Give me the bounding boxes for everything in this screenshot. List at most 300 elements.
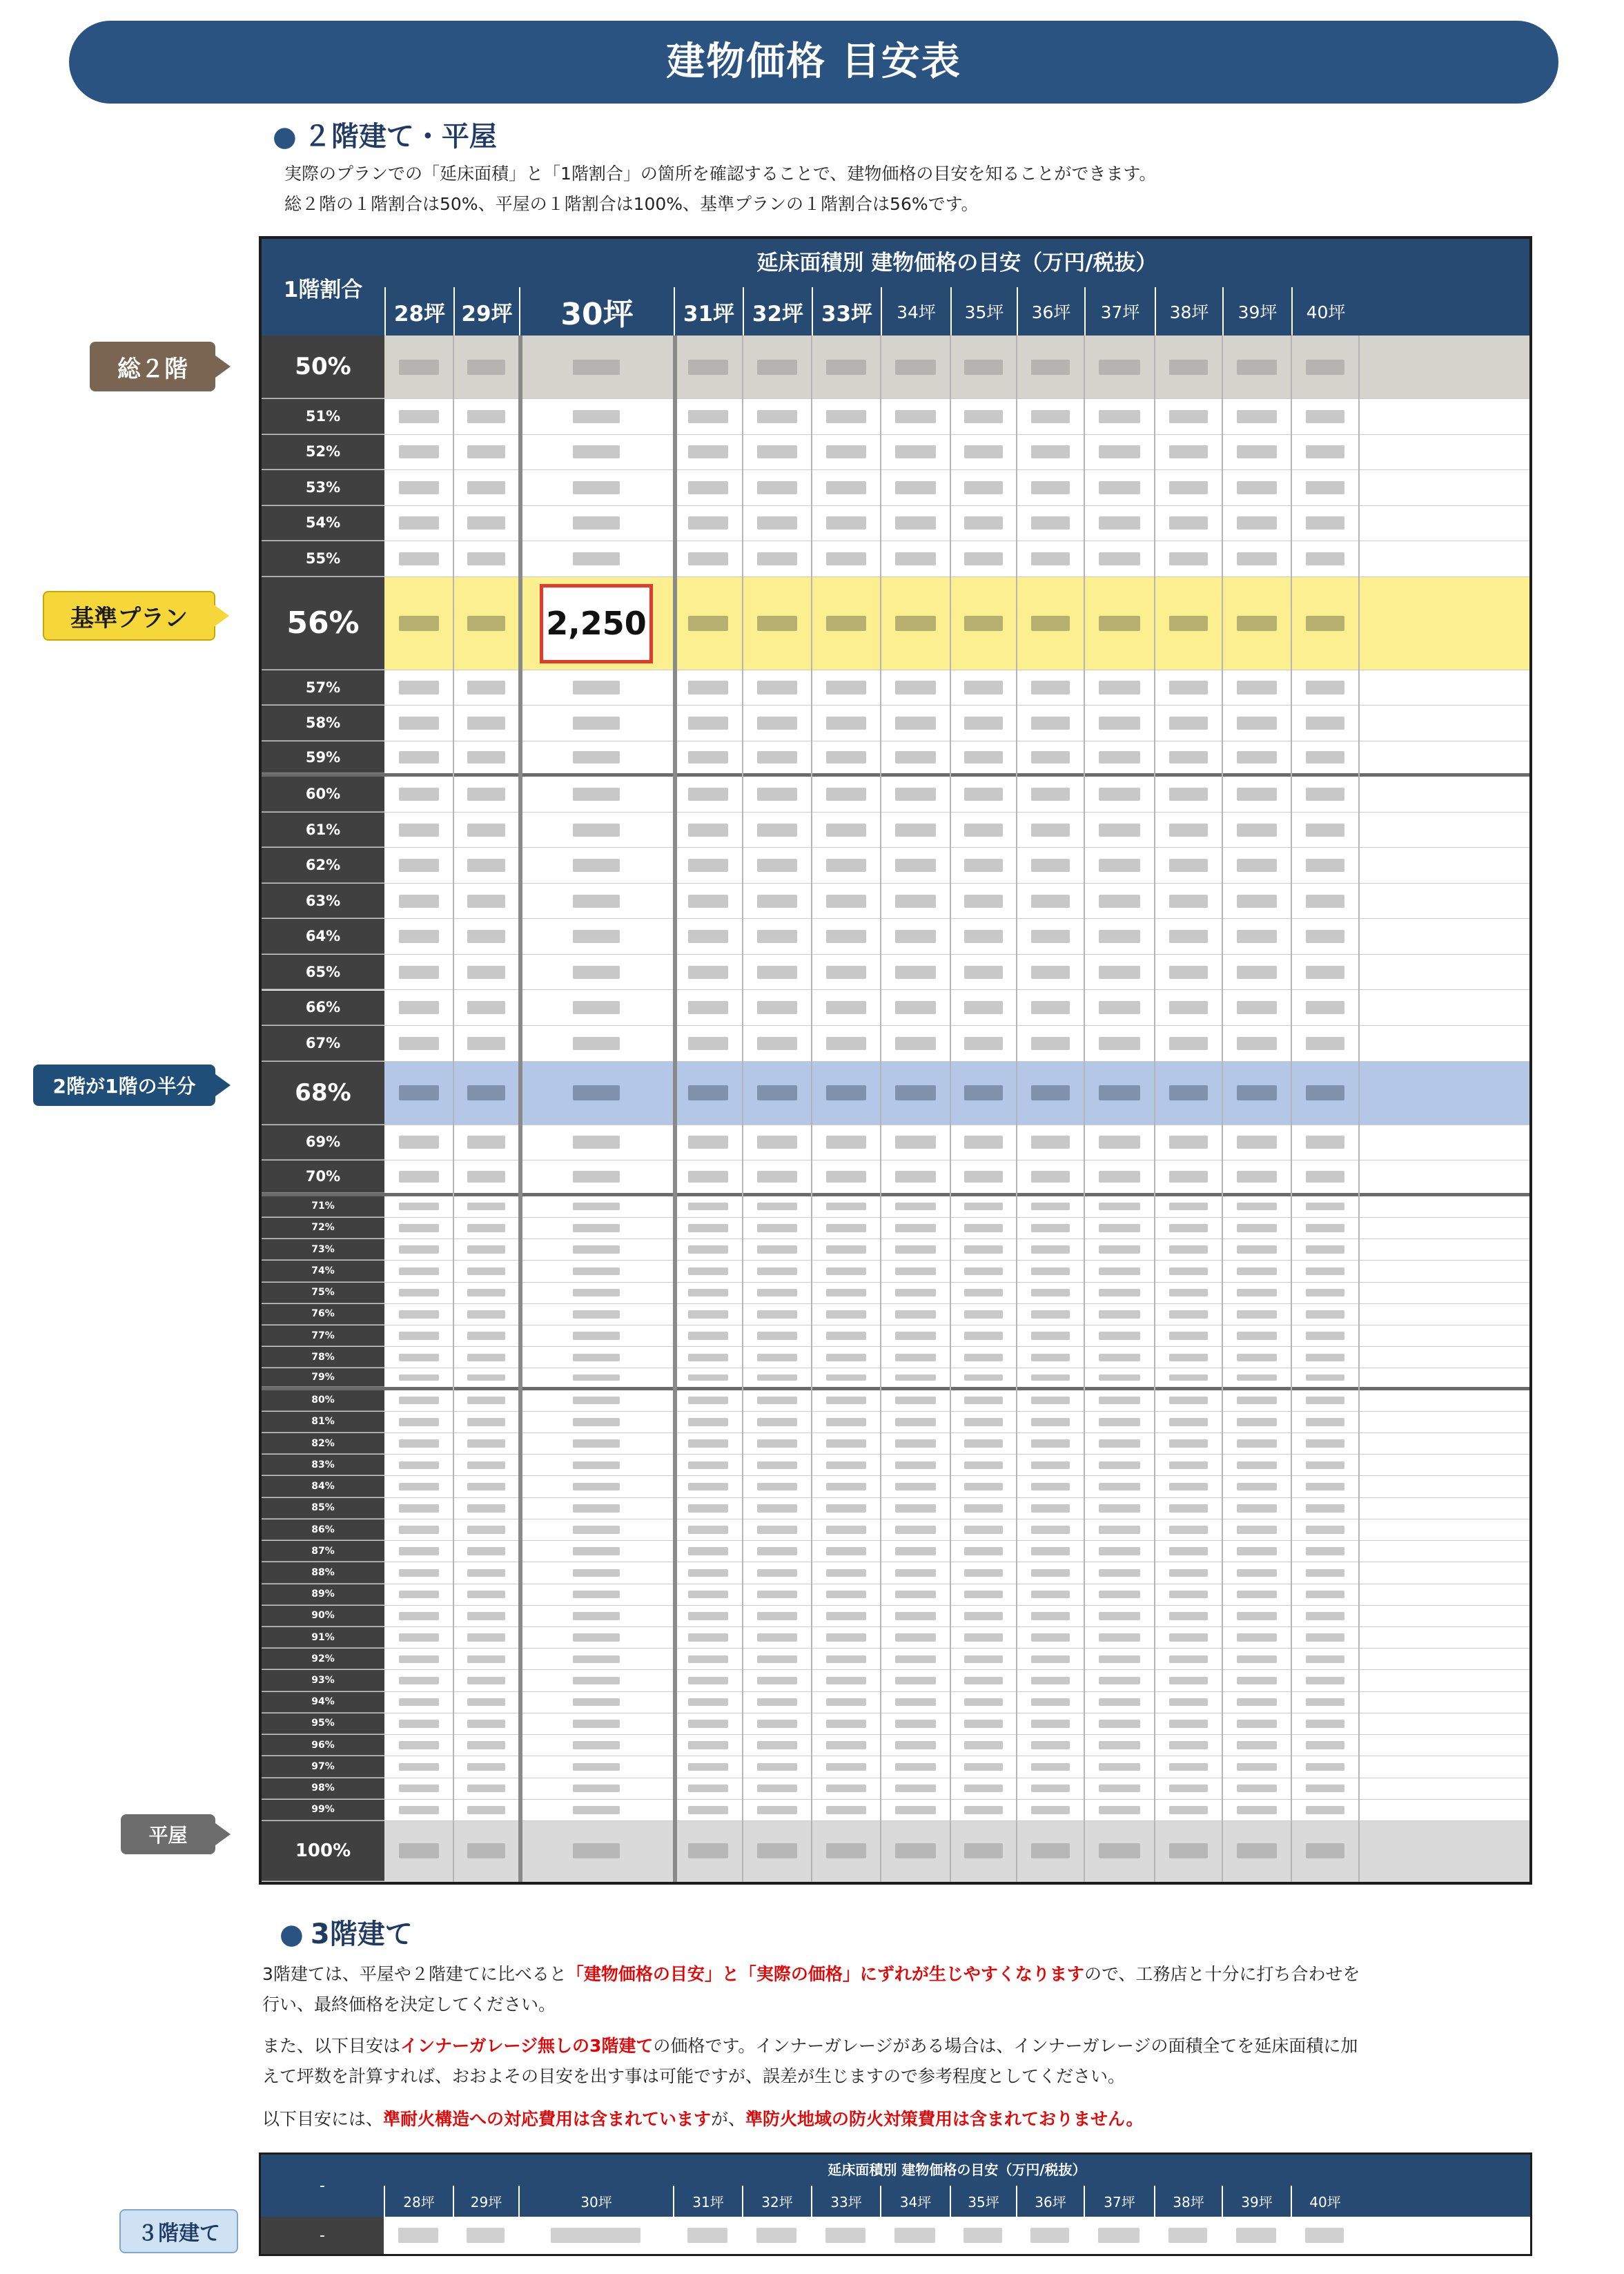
price-cell <box>674 848 743 883</box>
price-cell <box>453 1304 519 1325</box>
blurred-value <box>1099 1741 1139 1749</box>
price-cell <box>519 1821 674 1881</box>
price-cell <box>1291 955 1359 990</box>
price-cell <box>674 1713 743 1734</box>
blurred-value <box>399 1245 439 1253</box>
blurred-value <box>964 1439 1003 1447</box>
price-cell <box>1222 1433 1291 1454</box>
blurred-value <box>757 1289 797 1296</box>
price-cell <box>384 1821 453 1881</box>
price-cell <box>1291 1026 1359 1061</box>
price-cell <box>1017 1498 1084 1519</box>
price-cell <box>1291 1125 1359 1160</box>
blurred-value <box>688 859 728 872</box>
row-label: 56% <box>262 577 384 670</box>
blurred-value <box>467 1171 505 1183</box>
blurred-value <box>757 1418 797 1426</box>
price-cell <box>1291 1541 1359 1562</box>
price-cell <box>812 706 881 741</box>
blurred-value <box>399 895 439 908</box>
price-cell <box>1017 541 1084 576</box>
price-cell <box>950 1735 1017 1756</box>
blurred-value <box>1031 1633 1070 1641</box>
price-cell <box>519 813 674 848</box>
price-cell <box>881 1584 950 1605</box>
blurred-value <box>1031 1171 1070 1183</box>
blurred-value <box>1169 616 1209 631</box>
price-cell <box>743 955 812 990</box>
price-cell <box>743 336 812 398</box>
blurred-value <box>757 1354 797 1361</box>
price-cell <box>1155 1584 1222 1605</box>
blurred-value <box>688 1526 728 1533</box>
blurred-value <box>573 1655 619 1663</box>
blurred-value <box>1099 1136 1139 1149</box>
price-cell <box>1017 1735 1084 1756</box>
price-cell <box>812 670 881 706</box>
price-cell <box>519 1606 674 1626</box>
blurred-value <box>1169 1397 1209 1404</box>
table-row-80pct <box>262 1390 1529 1412</box>
table3-body <box>261 2217 1530 2254</box>
blurred-value <box>573 1612 619 1620</box>
blurred-value <box>399 1763 439 1771</box>
table-row-70pct <box>262 1160 1529 1196</box>
price-cell <box>1222 1160 1291 1193</box>
price-cell <box>1222 1606 1291 1626</box>
price-cell <box>384 1778 453 1799</box>
price-cell <box>1017 1800 1084 1820</box>
price-cell <box>1084 1584 1155 1605</box>
price-cell <box>1291 1412 1359 1432</box>
blurred-value <box>467 1418 505 1426</box>
price-cell <box>384 1713 453 1734</box>
price-cell <box>1291 1562 1359 1583</box>
row-label: 57% <box>262 670 384 706</box>
blurred-value <box>1169 751 1209 764</box>
price-cell <box>881 506 950 541</box>
column-header-33坪: 33坪 <box>812 287 881 336</box>
blurred-value <box>1237 1136 1277 1149</box>
price-cell <box>743 1455 812 1475</box>
blurred-value <box>895 1245 936 1253</box>
price-cell <box>950 1304 1017 1325</box>
price-cell <box>1017 1584 1084 1605</box>
blurred-value <box>399 1461 439 1469</box>
price-cell <box>950 706 1017 741</box>
blurred-value <box>757 1806 797 1814</box>
blurred-value <box>1306 859 1345 872</box>
blurred-value <box>399 1171 439 1183</box>
table3-price-cell <box>1154 2217 1222 2254</box>
blurred-value <box>573 717 619 730</box>
table-row-51pct <box>262 399 1529 435</box>
price-cell <box>743 470 812 505</box>
blurred-value <box>826 410 866 423</box>
price-cell <box>812 435 881 470</box>
price-cell <box>812 1627 881 1648</box>
column-header-37坪: 37坪 <box>1084 287 1155 336</box>
price-cell <box>519 1325 674 1346</box>
blurred-value <box>1099 717 1139 730</box>
price-cell <box>1222 670 1291 706</box>
price-cell <box>519 1692 674 1713</box>
price-cell <box>1017 1649 1084 1669</box>
blurred-value <box>964 1547 1003 1555</box>
blurred-value <box>826 859 866 872</box>
price-cell <box>812 1347 881 1368</box>
price-cell <box>812 1412 881 1432</box>
price-cell <box>384 1412 453 1432</box>
price-cell <box>1017 741 1084 774</box>
price-cell <box>1222 1304 1291 1325</box>
blurred-value <box>895 410 936 423</box>
table3-price-cell <box>880 2217 950 2254</box>
price-cell <box>1017 955 1084 990</box>
blurred-value <box>1306 1633 1345 1641</box>
price-cell <box>812 1368 881 1386</box>
blurred-value <box>826 1633 866 1641</box>
blurred-value <box>826 966 866 979</box>
table-row-86pct <box>262 1519 1529 1541</box>
blurred-value <box>1031 1655 1070 1663</box>
blurred-value <box>467 1085 505 1100</box>
blurred-value <box>895 1289 936 1296</box>
blurred-value <box>1237 1763 1277 1771</box>
blurred-value <box>1306 1547 1345 1555</box>
blurred-value <box>399 1203 439 1210</box>
price-cell <box>1084 336 1155 398</box>
table3-column-header-36坪: 36坪 <box>1016 2186 1084 2217</box>
table3-column-header-35坪: 35坪 <box>950 2186 1016 2217</box>
table3-group-header: 延床面積別 建物価格の目安（万円/税抜） <box>384 2155 1530 2187</box>
price-cell <box>1017 470 1084 505</box>
price-cell <box>674 1562 743 1583</box>
blurred-value <box>1169 410 1209 423</box>
blurred-value <box>964 1677 1003 1684</box>
blurred-value <box>964 1504 1003 1512</box>
blurred-value <box>573 895 619 908</box>
blurred-value <box>1031 481 1070 494</box>
price-cell <box>881 336 950 398</box>
blurred-value <box>895 1720 936 1727</box>
blurred-value <box>895 1397 936 1404</box>
price-cell <box>812 991 881 1026</box>
price-cell <box>743 1756 812 1777</box>
price-cell <box>384 1584 453 1605</box>
blurred-value <box>688 751 728 764</box>
price-cell <box>519 541 674 576</box>
blurred-value <box>573 1418 619 1426</box>
price-cell <box>881 1649 950 1669</box>
price-cell <box>384 1125 453 1160</box>
blurred-value <box>467 445 505 458</box>
blurred-value <box>1306 360 1345 375</box>
price-cell <box>950 435 1017 470</box>
price-cell <box>881 1412 950 1432</box>
blurred-value <box>467 1037 505 1050</box>
price-cell <box>384 813 453 848</box>
blurred-value <box>1237 1289 1277 1296</box>
blurred-value <box>1169 1741 1209 1749</box>
price-cell <box>812 1283 881 1303</box>
blurred-value <box>1169 1806 1209 1814</box>
price-cell <box>453 1756 519 1777</box>
blurred-value <box>1099 1843 1139 1858</box>
blurred-value <box>1237 481 1277 494</box>
blurred-value <box>1306 895 1345 908</box>
price-cell <box>674 1670 743 1691</box>
price-cell <box>1084 1713 1155 1734</box>
text-fragment: 行い、最終価格を決定してください。 <box>262 1994 556 2014</box>
price-cell <box>1222 577 1291 670</box>
table3-price-cell <box>1016 2217 1084 2254</box>
blurred-value <box>1031 1354 1070 1361</box>
blurred-value <box>964 1136 1003 1149</box>
price-cell <box>881 1519 950 1540</box>
price-cell <box>1222 435 1291 470</box>
price-cell <box>950 955 1017 990</box>
blurred-value <box>1031 1677 1070 1684</box>
price-cell <box>950 1541 1017 1562</box>
price-cell <box>674 1606 743 1626</box>
blurred-value <box>688 1418 728 1426</box>
blurred-value <box>1237 681 1277 694</box>
price-cell <box>384 399 453 434</box>
price-cell <box>950 1476 1017 1497</box>
table-row-57pct <box>262 670 1529 706</box>
blurred-value <box>826 1171 866 1183</box>
blurred-value <box>1169 481 1209 494</box>
text-fragment: えて坪数を計算すれば、おおよその目安を出す事は可能ですが、誤差が生じますので参考程度としてください。 <box>262 2066 1126 2086</box>
price-cell <box>519 1304 674 1325</box>
price-cell <box>519 884 674 919</box>
price-cell <box>1017 577 1084 670</box>
price-cell <box>674 1541 743 1562</box>
price-cell <box>453 1062 519 1125</box>
price-cell <box>881 435 950 470</box>
table3-column-header-34坪: 34坪 <box>880 2186 950 2217</box>
blurred-value <box>964 717 1003 730</box>
blurred-value <box>573 1224 619 1232</box>
price-cell <box>1291 1455 1359 1475</box>
price-cell <box>1155 848 1222 883</box>
price-cell <box>950 1239 1017 1260</box>
blurred-value <box>1237 1037 1277 1050</box>
price-cell <box>384 1800 453 1820</box>
price-cell <box>384 470 453 505</box>
price-cell <box>881 1692 950 1713</box>
blurred-value <box>399 681 439 694</box>
price-cell <box>384 1627 453 1648</box>
row-label: 88% <box>262 1562 384 1583</box>
table-row-88pct <box>262 1562 1529 1584</box>
price-cell <box>674 1196 743 1217</box>
blurred-value <box>1099 1289 1139 1296</box>
price-cell <box>950 1160 1017 1193</box>
price-cell <box>1155 1821 1222 1881</box>
price-cell <box>812 1261 881 1281</box>
blurred-value <box>1099 1720 1139 1727</box>
price-cell <box>384 1261 453 1281</box>
price-cell <box>519 1368 674 1386</box>
price-cell <box>1291 706 1359 741</box>
blurred-value <box>1306 1698 1345 1706</box>
blurred-value <box>399 1037 439 1050</box>
price-cell <box>453 1347 519 1368</box>
price-cell <box>950 1562 1017 1583</box>
table-row-91pct <box>262 1627 1529 1649</box>
price-cell <box>950 1368 1017 1386</box>
price-cell <box>1084 848 1155 883</box>
table3-price-cell <box>811 2217 880 2254</box>
blurred-value <box>399 1547 439 1555</box>
blurred-value <box>399 1526 439 1533</box>
price-cell <box>1291 670 1359 706</box>
blurred-value <box>964 824 1003 837</box>
price-cell <box>519 1347 674 1368</box>
blurred-value <box>1306 1397 1345 1404</box>
callout-hiraya: 平屋 <box>121 1814 215 1854</box>
price-cell <box>1084 1412 1155 1432</box>
blurred-value <box>894 2228 935 2243</box>
price-cell <box>881 1261 950 1281</box>
blurred-value <box>826 1698 866 1706</box>
price-cell <box>519 1026 674 1061</box>
blurred-value <box>399 751 439 764</box>
blurred-value <box>895 1483 936 1490</box>
price-cell <box>674 919 743 954</box>
blurred-value <box>399 859 439 872</box>
blurred-value <box>895 751 936 764</box>
blurred-value <box>1099 1332 1139 1339</box>
blurred-value <box>964 1354 1003 1361</box>
emphasis-text: 「建物価格の目安」と「実際の価格」にずれが生じやすくなります <box>566 1964 1084 1984</box>
blurred-value <box>467 616 505 631</box>
blurred-value <box>1237 895 1277 908</box>
blurred-value <box>467 824 505 837</box>
price-cell <box>950 1261 1017 1281</box>
price-cell <box>812 1713 881 1734</box>
blurred-value <box>1237 1171 1277 1183</box>
blurred-value <box>757 1504 797 1512</box>
price-cell <box>519 1584 674 1605</box>
blurred-value <box>1306 1001 1345 1014</box>
blurred-value <box>1169 1569 1209 1577</box>
callout-total-2storey: 総２階 <box>90 342 215 391</box>
blurred-value <box>467 966 505 979</box>
row-label: 87% <box>262 1541 384 1562</box>
price-cell <box>519 1218 674 1238</box>
blurred-value <box>467 552 505 565</box>
blurred-value <box>467 1763 505 1771</box>
table3-column-header-38坪: 38坪 <box>1154 2186 1222 2217</box>
blurred-value <box>1031 1698 1070 1706</box>
price-cell <box>1017 919 1084 954</box>
blurred-value <box>1306 1245 1345 1253</box>
blurred-value <box>895 1806 936 1814</box>
price-cell <box>812 1125 881 1160</box>
blurred-value <box>1099 1418 1139 1426</box>
blurred-value <box>1099 410 1139 423</box>
blurred-value <box>399 1785 439 1792</box>
price-cell <box>1084 1304 1155 1325</box>
price-cell <box>1291 1283 1359 1303</box>
blurred-value <box>757 788 797 801</box>
blurred-value <box>757 1374 797 1381</box>
blurred-value <box>1306 516 1345 529</box>
blurred-value <box>1099 1203 1139 1210</box>
price-cell <box>674 470 743 505</box>
price-cell <box>1291 1498 1359 1519</box>
price-cell <box>1017 435 1084 470</box>
blurred-value <box>895 1763 936 1771</box>
price-cell <box>384 991 453 1026</box>
price-cell <box>453 1670 519 1691</box>
blurred-value <box>1169 1001 1209 1014</box>
price-cell <box>881 1390 950 1411</box>
table-row-54pct <box>262 506 1529 542</box>
blurred-value <box>757 1224 797 1232</box>
blurred-value <box>1169 1547 1209 1555</box>
price-cell <box>519 1562 674 1583</box>
price-cell <box>1084 706 1155 741</box>
price-cell <box>881 1160 950 1193</box>
price-cell <box>674 813 743 848</box>
blurred-value <box>1169 360 1209 375</box>
price-cell <box>950 1756 1017 1777</box>
blurred-value <box>688 1439 728 1447</box>
table-row-55pct <box>262 541 1529 577</box>
row-label: 79% <box>262 1368 384 1386</box>
blurred-value <box>1237 1439 1277 1447</box>
blurred-value <box>688 788 728 801</box>
price-cell <box>674 1756 743 1777</box>
blurred-value <box>1306 616 1345 631</box>
price-cell <box>384 1735 453 1756</box>
price-cell <box>519 1498 674 1519</box>
blurred-value <box>1306 1655 1345 1663</box>
blurred-value <box>1236 2228 1276 2243</box>
blurred-value <box>1031 1763 1070 1771</box>
row-label: 82% <box>262 1433 384 1454</box>
price-cell <box>384 1498 453 1519</box>
price-cell <box>1291 1304 1359 1325</box>
price-cell <box>881 1218 950 1238</box>
blurred-value <box>1169 1171 1209 1183</box>
price-cell <box>950 1670 1017 1691</box>
price-cell <box>881 1347 950 1368</box>
price-cell <box>1291 1347 1359 1368</box>
row-label: 97% <box>262 1756 384 1777</box>
blurred-value <box>688 1310 728 1318</box>
price-cell <box>950 506 1017 541</box>
price-cell <box>1222 741 1291 774</box>
table-body <box>262 336 1529 1882</box>
blurred-value <box>399 1720 439 1727</box>
table-corner-label: 1階割合 <box>262 239 386 336</box>
price-cell <box>384 1670 453 1691</box>
price-cell <box>743 1412 812 1432</box>
price-cell <box>1084 1821 1155 1881</box>
blurred-value <box>1099 1591 1139 1598</box>
price-cell <box>743 670 812 706</box>
table-row-84pct <box>262 1476 1529 1497</box>
blurred-value <box>826 1504 866 1512</box>
blurred-value <box>573 1483 619 1490</box>
blurred-value <box>1099 1785 1139 1792</box>
price-cell <box>674 1062 743 1125</box>
